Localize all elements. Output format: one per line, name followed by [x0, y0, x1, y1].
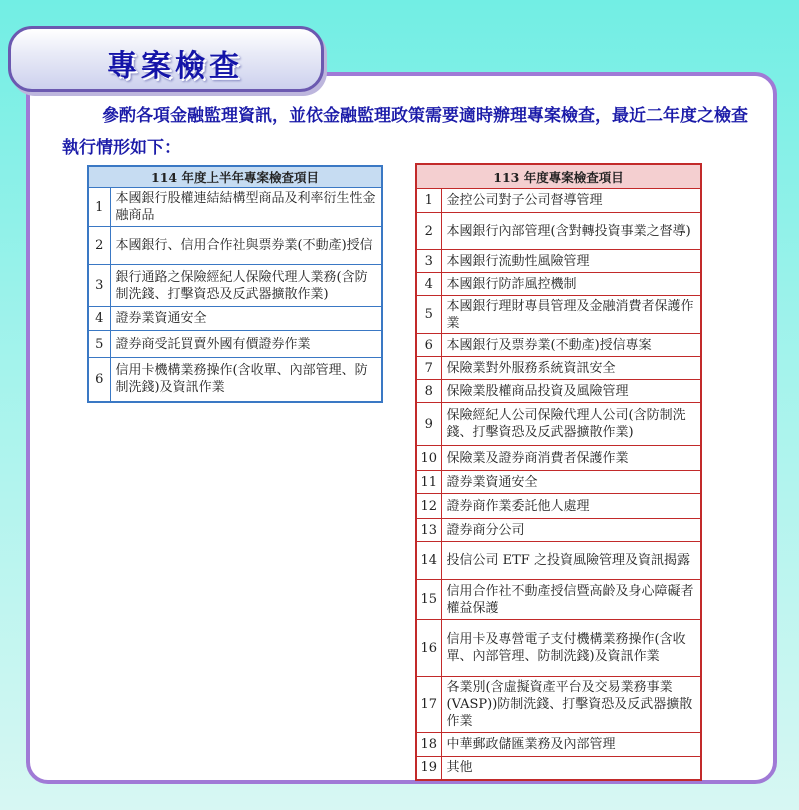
row-item: 本國銀行股權連結結構型商品及利率衍生性金融商品 — [110, 188, 382, 227]
row-number: 6 — [416, 334, 441, 357]
intro-paragraph: 參酌各項金融監理資訊，並依金融監理政策需要適時辦理專案檢查，最近二年度之檢查執行情形如下： — [62, 106, 748, 158]
row-item: 信用卡及專營電子支付機構業務操作(含收單、內部管理、防制洗錢)及資訊作業 — [441, 620, 701, 677]
row-number: 7 — [416, 357, 441, 380]
table-row — [416, 403, 701, 446]
section-title: 專案檢查 — [107, 49, 243, 84]
row-number: 5 — [88, 331, 110, 358]
table-row — [416, 620, 701, 677]
row-number: 11 — [416, 471, 441, 494]
row-number: 13 — [416, 519, 441, 542]
table-row — [416, 250, 701, 273]
row-number: 18 — [416, 733, 441, 757]
table-row — [416, 733, 701, 757]
row-item: 金控公司對子公司督導管理 — [441, 189, 701, 213]
table-row — [416, 580, 701, 620]
row-number: 19 — [416, 757, 441, 780]
row-item: 證券商受託買賣外國有價證券作業 — [110, 331, 382, 358]
row-number: 2 — [88, 227, 110, 265]
table-row — [416, 519, 701, 542]
table-header-row — [416, 164, 701, 189]
table-row — [416, 189, 701, 213]
row-number: 4 — [88, 307, 110, 331]
row-item: 保險業及證券商消費者保護作業 — [441, 446, 701, 471]
row-item: 銀行通路之保險經紀人保險代理人業務(含防制洗錢、打擊資恐及反武器擴散作業) — [110, 265, 382, 307]
row-number: 14 — [416, 542, 441, 580]
row-item: 證券業資通安全 — [441, 471, 701, 494]
table-row — [416, 380, 701, 403]
row-number: 17 — [416, 677, 441, 733]
row-number: 3 — [416, 250, 441, 273]
table-b-header: 113 年度專案檢查項目 — [416, 164, 701, 189]
table-114-h1-inspections — [87, 165, 383, 403]
row-item: 投信公司 ETF 之投資風險管理及資訊揭露 — [441, 542, 701, 580]
table-row — [416, 471, 701, 494]
table-row — [88, 265, 382, 307]
row-item: 證券商作業委託他人處理 — [441, 494, 701, 519]
row-number: 4 — [416, 273, 441, 296]
row-item: 本國銀行流動性風險管理 — [441, 250, 701, 273]
table-row — [416, 213, 701, 250]
table-row — [416, 357, 701, 380]
row-item: 保險業股權商品投資及風險管理 — [441, 380, 701, 403]
table-row — [416, 494, 701, 519]
row-number: 10 — [416, 446, 441, 471]
row-item: 本國銀行防詐風控機制 — [441, 273, 701, 296]
row-item: 本國銀行內部管理(含對轉投資事業之督導) — [441, 213, 701, 250]
row-item: 本國銀行理財專員管理及金融消費者保護作業 — [441, 296, 701, 334]
table-row — [416, 446, 701, 471]
row-number: 5 — [416, 296, 441, 334]
table-row — [88, 227, 382, 265]
table-row — [416, 542, 701, 580]
row-item: 保險經紀人公司保險代理人公司(含防制洗錢、打擊資恐及反武器擴散作業) — [441, 403, 701, 446]
row-number: 16 — [416, 620, 441, 677]
row-item: 本國銀行及票券業(不動產)授信專案 — [441, 334, 701, 357]
table-row — [88, 188, 382, 227]
row-item: 信用合作社不動產授信暨高齡及身心障礙者權益保護 — [441, 580, 701, 620]
row-item: 其他 — [441, 757, 701, 780]
row-number: 12 — [416, 494, 441, 519]
row-item: 保險業對外服務系統資訊安全 — [441, 357, 701, 380]
table-header-row — [88, 166, 382, 188]
row-number: 8 — [416, 380, 441, 403]
row-item: 證券商分公司 — [441, 519, 701, 542]
table-113-inspections — [415, 163, 702, 781]
table-row — [416, 296, 701, 334]
row-item: 本國銀行、信用合作社與票券業(不動產)授信 — [110, 227, 382, 265]
row-number: 3 — [88, 265, 110, 307]
table-row — [416, 334, 701, 357]
table-row — [416, 677, 701, 733]
row-number: 15 — [416, 580, 441, 620]
table-row — [88, 358, 382, 402]
table-row — [88, 307, 382, 331]
table-a-header: 114 年度上半年專案檢查項目 — [88, 166, 382, 188]
row-number: 1 — [88, 188, 110, 227]
row-number: 9 — [416, 403, 441, 446]
row-item: 信用卡機構業務操作(含收單、內部管理、防制洗錢)及資訊作業 — [110, 358, 382, 402]
table-row — [416, 757, 701, 780]
row-number: 1 — [416, 189, 441, 213]
section-title-tab — [8, 26, 324, 92]
row-number: 6 — [88, 358, 110, 402]
row-item: 中華郵政儲匯業務及內部管理 — [441, 733, 701, 757]
row-item: 證券業資通安全 — [110, 307, 382, 331]
table-row — [88, 331, 382, 358]
row-number: 2 — [416, 213, 441, 250]
table-row — [416, 273, 701, 296]
row-item: 各業別(含虛擬資產平台及交易業務事業(VASP))防制洗錢、打擊資恐及反武器擴散作業 — [441, 677, 701, 733]
